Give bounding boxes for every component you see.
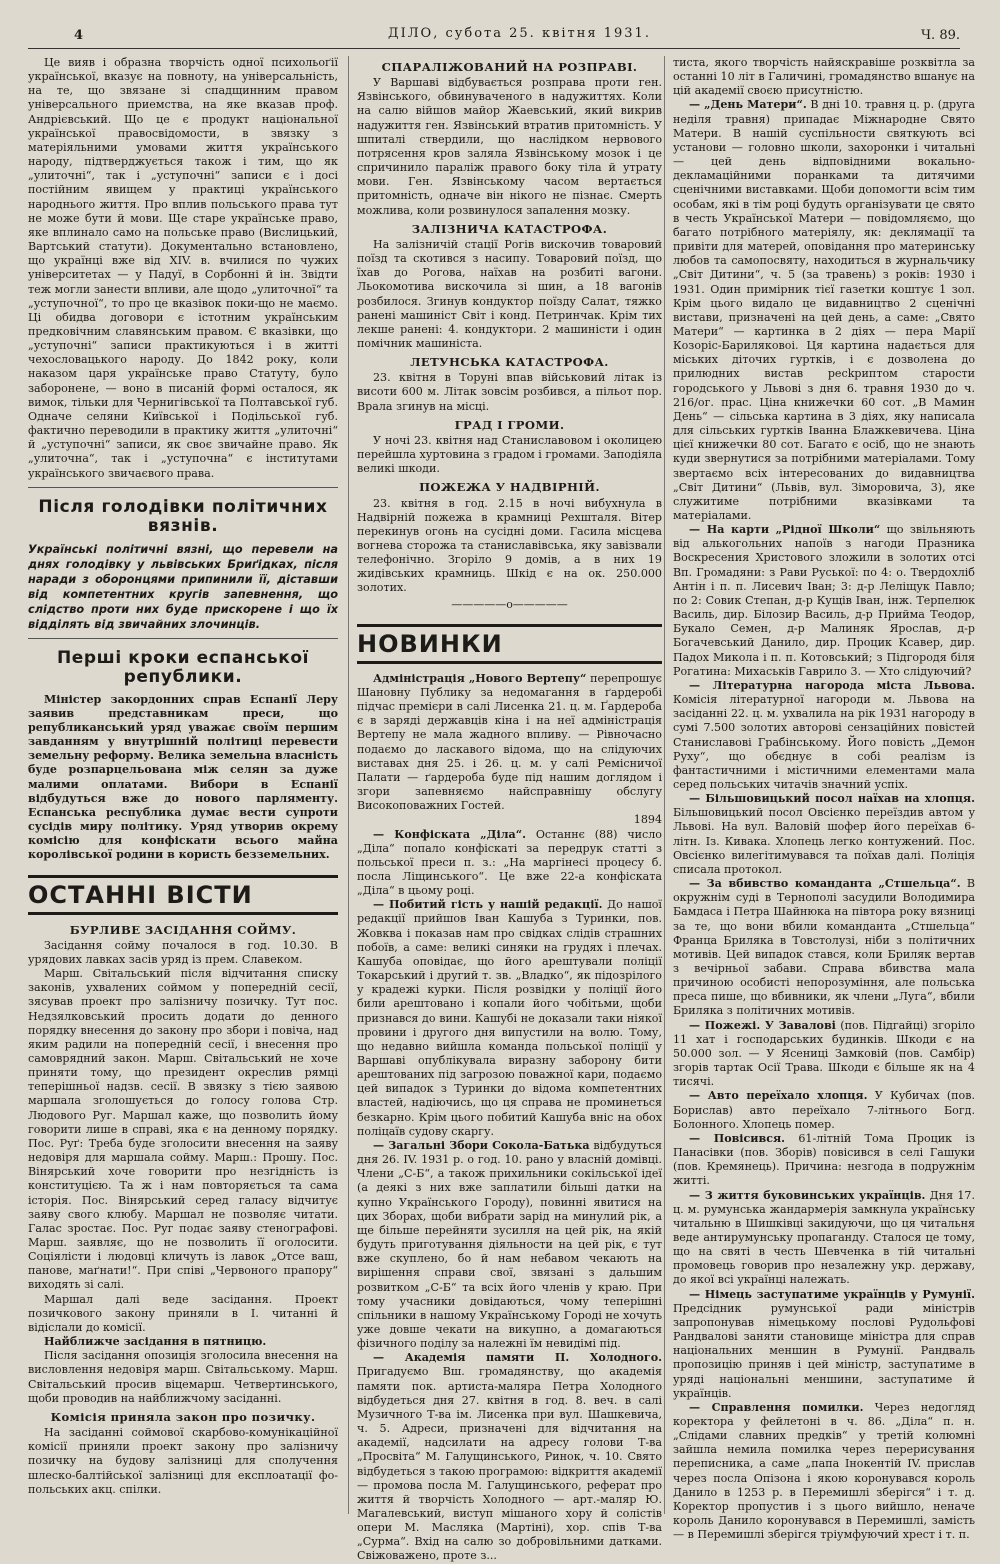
sejm-paragraph: Найближче засідання в пятницю.	[44, 1335, 267, 1349]
page-number: 4	[74, 28, 84, 43]
news-body: Предсідник румунської ради міністрів запропонував німецькому послові Рудольфові Рандвалові заняти становище міністра для справ національних меншин в Румунії. Рандваль пропозицію приняв і цей міністр, заступатиме в уряді національні меншини, заступатиме й українців.	[673, 1301, 975, 1400]
sejm-paragraph: Марш. Світальський після відчитання списку законів, ухвалених соймом у попередній сесії, зясував проект про залізничу позичку. Тут пос. Недзялковський просить додати до денного порядку внесення до закону про збори і повіча, над яким радили на попередній сесії, і внесення про самоврядний закон. Марш. Світальський не хоче приняти тому, що президент окреслив рямці теперішньої надзв. сесії. В звязку з тією заявою маршала зголошується до голосу голова Стр. Людового Руг. Маршал каже, що позволить йому говорити лише в справі, яка є на денному порядку. Пос. Руґ: Треба буде зголосити внесення на заяву недовіря для маршала сойму. Марш.: Прошу. Пос. Вінярський хоче говорити про незгідність із конституцією. Та ж і нам повторяється та сама історія. Пос. Вінярський серед галасу відчитує заяву свого клюбу. Маршал не позволяє читати. Галас зростає. Пос. Руг подає заяву стенографові. Марш. заявляє, що не позволить її оголосити. Соціялісти і людовці кличуть із лавок „Отсе ваш, панове, маґнати!“. При співі „Червоного прапору“ виходять зі салі.	[28, 967, 338, 1292]
news-lead: — Літературна нагорода міста Львова.	[689, 678, 975, 692]
news-body: В окружнім суді в Тернополі засудили Володимира Бамдаса і Петра Шайнюка на півтора року вязниці за те, що вони вбили команданта „Стшельца“ Франца Бриляка в Товстолузі, ніби з політичних мотивів. Цей випадок стався, коли Бриляк вертав з вечірньої забави. Справа вбивства мала причиною особисті непорозуміння, але польська преса пише, що вбивники, як члени „Луга“, вбили Бриляка з політичних мотивів.	[673, 877, 975, 1018]
section-banner-news: НОВИНКИ	[357, 624, 662, 664]
news-continuation: тиста, якого творчість найяскравіше розквітла за останні 10 літ в Галичині, громадянство вшанує на цій академії своєю присутністю.	[673, 56, 976, 98]
news-body: Пригадуємо Вш. громадянству, що академія памяти пок. артиста-маляра Петра Холодного відбудеться дня 27. квітня в год. 8. веч. в салі Музичного Т-ва ім. Лисенка при вул. Шашкевича, ч. 5. Адреси, призначені для відчитання на академії, надсилати на адресу голови Т-ва „Просвіта“ М. Галущинського, Ринок, ч. 10. Свято відбудеться з такою програмою: відкриття академії — промова посла М. Галущинського, реферат про життя й творчість Холодного — арт.-маляр Ю. Магалевський, виступ мішаного хору й солістів опери М. Масляка (Мартіні), хор. спів Т-ва „Сурма“. Вхід на салю зо добровільними датками. Свіжоважено, проте з...	[357, 1365, 662, 1563]
fire-text: 23. квітня в год. 2.15 в ночі вибухнула в Надвірній пожежа в крамниці Рехшталя. Вітер перекинув огонь на сусідні доми. Гасила місцева вогнева сторожа та станиславівська, яку завізвали телефонічно. Згоріло 9 домів, а в них 19 жидівських крамниць. Шкід є на ок. 250.000 золотих.	[357, 496, 662, 595]
headline-rail-catastrophe: ЗАЛІЗНИЧА КАТАСТРОФА.	[411, 221, 608, 236]
news-lead: — Загальні Збори Сокола-Батька	[373, 1138, 590, 1152]
news-lead: — Повісився.	[689, 1131, 786, 1145]
news-item	[673, 1189, 975, 1288]
news-item	[673, 1019, 975, 1090]
headline-fire: ПОЖЕЖА У НАДВІРНІЙ.	[419, 480, 600, 495]
news-body: Дня 17. ц. м. румунська жандармерія замкнула українську читальню в Шишківці закидуючи, що ця читальня веде антирумунську пропаганду. Сталося це тому, що на святі в честь Шевченка в тій читальні промовець говорив про незалежну укр. державу, до якої всі українці належать.	[673, 1188, 975, 1287]
news-body: що звільняють від алькогольних напоїв з нагоди Празника Воскресения Христового зложили в золотих отсі Вп. Громадяни: з Рави Руської: по 4: о. Твердохліб Антін і п. п. Лисевич Іван; 3: д-р Леліщук Павло; по 2: Совик Степан, д-р Кущів Іван, інж. Терпелюк Василь, дир. Білозир Василь, д-р Прийма Теодор, Букало Семен, д-р Малиняк Ярослав, д-р Богачевський Данило, дир. Процик Ксавер, дир. Падох Микола і п. п. Котовський; з Підгородя біля Рогатина: Михаськів Гаврило 3. — Хто слідуючий?	[673, 523, 975, 678]
headline-hunger-strike: Після голодівки політичних вязнів.	[38, 496, 328, 536]
news-lead: — Авто переїхало хлопця.	[689, 1089, 868, 1103]
headline-air-catastrophe: ЛЕТУНСЬКА КАТАСТРОФА.	[410, 355, 609, 370]
news-body: Комісія літературної нагороди м. Львова на засіданні 22. ц. м. ухвалила на рік 1931 нагороду в сумі 7.500 золотих авторові сензаційних повістей Станиславові Грабінському. Його повість „Демон Руху“, що обєднує в собі реалізм із фантастичними і містичними елементами мала серед польських читачів значний успіх.	[673, 693, 975, 791]
spain-text: Міністер закордонних справ Еспанії Леру заявив представникам преси, що републиканський уряд уважає своїм першим завданням у внутрішній політиці перевести земельну реформу. Велика земельна власність буде розпарцельована між селян за дуже малими оплатами. Вибори в Еспанії відбудуться вже до нового парляменту. Еспанська республика думає вести супроти сусідів миру політику. Уряд утворив окрему комісію для конфіскати всього майна королівської родини в користь безземельних.	[28, 692, 338, 862]
news-lead: — Побитий гість у нашій редакції.	[373, 898, 603, 912]
news-item	[673, 1288, 975, 1401]
news-item	[357, 672, 662, 814]
news-lead: — Конфіската „Діла“.	[373, 827, 526, 841]
hunger-strike-text: Українські політичні вязні, що перевели на днях голодівку у львівських Бриґідках, після наради з оборонцями припинили її, діставши від компетентних кругів запевнення, що слідство проти них буде прискорене і що їх відділять від звичайних злочинців.	[28, 542, 338, 631]
headline-sejm: БУРЛИВЕ ЗАСІДАННЯ СОЙМУ.	[69, 922, 297, 937]
headline-paralyzed: СПАРАЛІЖОВАНИЙ НА РОЗПРАВІ.	[381, 60, 638, 74]
divider	[28, 487, 338, 488]
article-law-continuation: Це вияв і образна творчість одної психольоґії української, вказує на повноту, на універсальність, на те, що звязане зі спадщинним правом універсального приемства, на яке вказав проф. Андрієвський. Що це є продукт національної української правосвідомости, в звязку з матеріяльними умовами життя українського народу, підтверджується також і тим, що як „улиточні“, так і „уступочні“ записи є і досі постійним явищем у практиці українського народнього життя. Про вплив польського права тут не може бути й мови. Ще старе українське право, яке вплинало само на польське право (Вислицький, Вартський статути). Документально встановлено, що українці вже від XIV. в. вчилися по чужих університетах — у Падуї, в Сорбонні й ін. Звідти теж могли занести впливи, але щодо „улиточної“ та „уступочної“, то про це вказівок поки-що не маємо. Ці обидва договори є істотним українським предковічним славянським правом. Є вказівки, що „уступочні“ записи практикуються і в житті чехословацького народу. До 1842 року, коли наказом царя українське право Статуту, було заборонене, — воно в писаній формі осталося, як вимок, тільки для Чернигівської та Полтавської губ. Одначе селяни Київської і Подільської губ. фактично переводили в практику життя „улиточні“ й „уступочні“ записи, як своє звичайне право. Як „улиточна“, так і „уступочна“ є інститутами українського звичаєвого права.	[28, 56, 338, 480]
news-item	[673, 523, 975, 679]
headline-hail: ГРАД І ГРОМИ.	[454, 417, 565, 432]
hail-text: У ночі 23. квітня над Станиславовом і околицею перейшла хуртовина з градом і громами. Заподіяла великі шкоди.	[357, 433, 662, 476]
news-lead: — Справлення помилки.	[689, 1400, 864, 1414]
news-body: Останнє (88) число „Діла“ попало конфіскаті за передрук статті з польської преси п. з.: „На маргінесі процесу б. посла Ліщинського“. Це вже 22-а конфіската „Діла“ в цьому році.	[357, 827, 662, 898]
news-body: перепрошує Шановну Публику за недомагання в ґардеробі підчас премієри в салі Лисенка 21. ц. м. Ґардероба є в заряді державців кіна і на неї адміністрація Вертепу не мала жадного впливу. — Рівночасно подаємо до ласкавого відома, що на слідуючих виставах дня 25. і 26. ц. м. у салі Ремісничої Палати — ґардероба буде під нашим доглядом і згори запевняємо найсправнішу обслугу Високоповажних Гостей.	[357, 671, 662, 813]
rail-text: На залізничій стації Рогів вискочив товаровий поїзд та скотився з насипу. Товаровий поїзд, що їхав до Рогова, наїхав на розбиті вагони. Льокомотива вискочила зі шин, а 18 вагонів розбилося. Згинув кондуктор поїзду Салат, тяжко ранені машиніст Світ і конд. Петринчак. Крім тих лекше ранені: 4. кондуктори. 2 машиністи і один помічник машиніста.	[357, 237, 662, 350]
sejm-paragraph: Маршал далі веде засідання. Проект позичкового закону приняли в I. читанні й відіслали до комісії.	[28, 1292, 338, 1334]
news-body: У Кубичах (пов. Борислав) авто переїхало 7-літнього Богд. Болонного. Хлопець помер.	[673, 1089, 975, 1131]
masthead-date: ДІЛО, субота 25. квітня 1931.	[388, 26, 651, 41]
paralyzed-text: У Варшаві відбувається розправа проти ген. Язвінського, обвинуваченого в надужиттях. Коли на салю війшов майор Жаевський, який викрив надужиття ген. Язвінський втратив притомність. У шпиталі ствердили, що наслідком нервового потрясення кров заляла Язвінському мозок і це спричинило параліж правого боку тіла й утрату мови. Ген. Язвінському часом вертається притомність, одначе він нікого не пізнає. Смерть можлива, коли розвинулося запалення мозку.	[357, 76, 662, 217]
news-item	[357, 898, 662, 1139]
news-lead: — Більшовицький посол наїхав на хлопця.	[689, 792, 975, 806]
news-lead: — Німець заступатиме українців у Румунії.	[689, 1287, 975, 1301]
news-lead: Адміністрація „Нового Вертепу“	[373, 671, 587, 685]
sejm-paragraph: Засідання сойму почалося в год. 10.30. В урядових лавках засів уряд із прем. Славеком.	[28, 938, 338, 966]
sejm-paragraph: Після засідання опозиція зголосила внесення на висловлення недовіря марш. Світальському. Марш. Світальський просив віцемарш. Четвертинського, щоби проводив на найближчому засіданні.	[28, 1349, 338, 1405]
news-item	[673, 1401, 975, 1543]
news-body: Через недогляд коректора у фейлетоні в ч. 86. „Діла“ п. н. „Слідами славних предків“ у третій колюмні зайшла немила помилка через перерисування переписника, а саме „папа Інокентій IV. прислав через посла Опізона і якою коронувався король Данило в 1253 р. в Перемишлі зберігся“ і т. д. Коректор пропустив і з цього вийшло, неначе король Данило коронувався в Перемишлі, замість — в Перемишлі зберігся тріумфуючий хрест і т. п.	[673, 1400, 975, 1542]
column-2	[348, 56, 662, 1563]
news-item	[673, 792, 975, 877]
commission-text: На засіданні соймової скарбово-комунікаційної комісії приняли проект закону про залізничу позичку на будову залізниці для сполучення шлеско-балтійської залізниці для експлоатації фо-польських акц. спілки.	[28, 1426, 338, 1496]
news-item	[673, 1089, 975, 1131]
ad-number: 1894	[633, 813, 662, 827]
news-lead: — Академія памяти П. Холодного.	[373, 1351, 662, 1365]
news-body: В дні 10. травня ц. р. (друга неділя травня) припадає Міжнародне Свято Матери. В нашій суспільности святкують всі установи — головно школи, захоронки і читальні — цей день відповідними вокально-декламаційними поранками та дитячими сценічними виставками. Щоби допомогти всім тим особам, які в тім році будуть організувати це свято в честь Української Матери — повідомляємо, що багато потрібного матеріялу, як: деклямації та привіти для матерей, оповідання про материнську любов та самопосвяту, находиться в журнальчику „Світ Дитини“, ч. 5 (за травень) з років: 1930 і 1931. Один примірник тієї газетки коштує 1 зол. Крім цього видало це видавництво 2 сценічні вистави, призначені на цей день, а саме: „Свято Матери“ — картинка в 2 діях — пера Марії Козоріс-Бариляковоі. Ця картина надається для міських діточих гуртків, і є дозволена до прилюдних вистав ресkриптом старости городського у Львові з дня 6. травня 1930 до ч. 216/ог. прас. Ціна книжечки 60 сот. „В Мамин День“ — сільська картина в 3 діях, яку написала для сільських гуртків Іванна Блажкевичева. Ціна цієї книжечки 80 сот. Багато є осіб, що не знають куди звернутися за потрібними матеріалами. Тому звертаємо всіх інтересованих до видавництва „Світ Дитини“ (Львів, вул. Зіморовича, 3), яке служитиме потрібними вказівками та матеріалами.	[673, 98, 975, 522]
news-item	[357, 1139, 662, 1351]
column-1	[28, 56, 338, 1514]
section-banner-latest-news: ОСТАННІ ВІСТИ	[28, 875, 338, 915]
divider	[28, 638, 338, 639]
page-header	[28, 22, 960, 49]
news-item	[673, 877, 975, 1019]
news-body: До нашої редакції прийшов Іван Кашуба з Туринки, пов. Жовква і показав нам про свідках слідів страшних побоїв, а саме: великі синяки на грудях і плечах. Кашуба оповідає, що його арештували поліції Токарський і другий т. зв. „Владко“, як підозрілого у крадежі курки. Після розвідки у поліції його били арештовано і копали його чобітьми, щоби признався до вини. Кашубі не доказали таки ніякої провини і другого дня випустили на волю. Тому, що недавно вийшла команда польської поліції у Варшаві опублікувала виразну заборону бити арештованих під загрозою поважної кари, подаємо цей випадок з Туринки до відома компетентних властей, надіючись, що ця справа не проминеться безкарно. Крім цього побитий Кашуба вніс на обох поліцаїв судову скаргу.	[357, 898, 662, 1138]
news-lead: — За вбивство команданта „Стшельца“.	[689, 877, 961, 891]
news-body: 61-літній Тома Процик із Панасівки (пов. Зборів) повісився в селі Гашуки (пов. Кремянець). Причина: незгода в подружнім житті.	[673, 1131, 975, 1188]
ornament-divider: —————o—————	[451, 597, 568, 611]
news-item	[357, 1351, 662, 1563]
news-lead: — „День Матери“.	[689, 98, 807, 112]
headline-commission: Комісія приняла закон про позичку.	[50, 1409, 316, 1424]
news-lead: — Пожежі. У Заваловi	[689, 1018, 836, 1032]
issue-number: Ч. 89.	[921, 28, 960, 43]
news-body: відбудуться дня 26. IV. 1931 р. о год. 10. рано у власній домівці. Члени „С-Б“, а також прихильники сокільської ідеї (а деякі з них вже заплатили більші датки на купно Українського Городу), повинні явитися на цих Зборах, щоби вибрати зарід на минулий рік, а ще більше перейняти зусилля на цей рік, на якій будуть приготування діяльности на цей рік, є тут вже скуплено, бо й нам небавом чекають на вирішення справи свої, звязані з дальшим розвитком „С-Б“ та всіх його членів у краю. При тому учасники довідаються, чому теперішні спільники в нашому Українському Городі не хочуть уже довше чекати на викупно, а домагаються фізичного поділу за належні їм невидімі під.	[357, 1138, 662, 1351]
news-item	[673, 1132, 975, 1189]
air-text: 23. квітня в Торуні впав військовий літак із висоти 600 м. Літак зовсім розбився, а пільот пор. Врала згинув на місці.	[357, 371, 662, 413]
news-body: Більшовицький посол Овсієнко переїздив автом у Львові. На вул. Валовій шофер його переїхав 6-літн. Із. Кивака. Хлопець легко контужений. Пос. Овсієнко вилегітимувався та поїхав далі. Поліція списала протокол.	[673, 806, 975, 876]
column-3	[664, 56, 976, 1542]
news-lead: — На карти „Рідної Школи“	[689, 523, 881, 537]
news-lead: — З життя буковинських українців.	[689, 1188, 926, 1202]
headline-spain: Перші кроки еспанської републики.	[56, 647, 310, 687]
news-body: (пов. Підгайці) згоріло 11 хат і господарських будинків. Шкоди є на 50.000 зол. — У Ясениці Замковій (пов. Самбір) згорів тартак Осії Трава. Шкоди є більше як на 4 тисячі.	[673, 1018, 975, 1089]
news-item	[673, 679, 975, 792]
news-item	[357, 828, 662, 899]
news-item	[673, 98, 975, 523]
